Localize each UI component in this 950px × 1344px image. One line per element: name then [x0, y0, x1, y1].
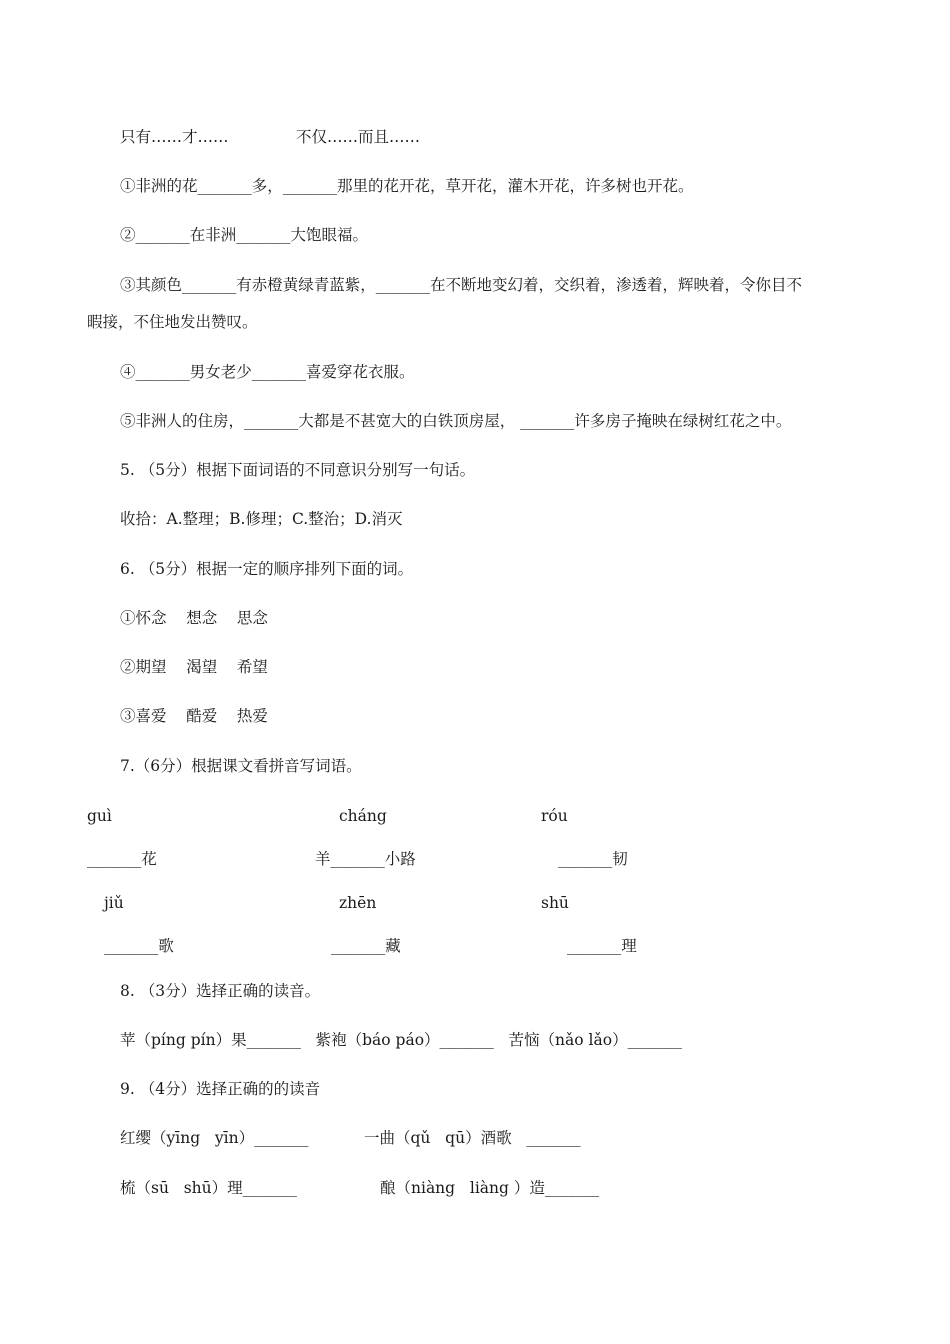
q6-title: 6. （5分）根据一定的顺序排列下面的词。 [120, 560, 414, 578]
q9-title: 9. （4分）选择正确的的读音 [120, 1080, 321, 1098]
q7-blank-1: _______花 [87, 850, 157, 868]
q4-item-1: ①非洲的花_______多，_______那里的花开花，草开花，灌木开花，许多树也开花。 [120, 177, 694, 195]
q9-line2-b: 酿（niàng liàng ）造_______ [380, 1179, 600, 1197]
q7-title: 7.（6分）根据课文看拼音写词语。 [120, 757, 362, 775]
q4-item-3-cont: 暇接，不住地发出赞叹。 [87, 313, 258, 331]
q8-title: 8. （3分）选择正确的读音。 [120, 982, 321, 1000]
q7-blank-2: 羊_______小路 [315, 850, 416, 868]
connector-b: 不仅……而且…… [296, 128, 421, 146]
q7-blank-6: _______理 [567, 937, 637, 955]
q7-blank-5: _______藏 [331, 937, 401, 955]
q9-line1-a: 红缨（yīng yīn）_______ [120, 1129, 309, 1147]
q7-pinyin-shu: shū [541, 894, 569, 912]
q7-blank-4: _______歌 [104, 937, 174, 955]
q7-pinyin-chang: cháng [339, 807, 387, 825]
q6-row-2: ②期望 渴望 希望 [120, 658, 268, 676]
q7-blank-3: _______韧 [558, 850, 628, 868]
q6-row-3: ③喜爱 酷爱 热爱 [120, 707, 268, 725]
q4-item-3: ③其颜色_______有赤橙黄绿青蓝紫，_______在不断地变幻着，交织着，渗透着，辉映着，令你目不 [120, 276, 803, 294]
q7-pinyin-zhen: zhēn [339, 894, 377, 912]
q6-row-1: ①怀念 想念 思念 [120, 609, 268, 627]
q4-item-5: ⑤非洲人的住房，_______大都是不甚宽大的白铁顶房屋， _______许多房子掩映在绿树红花之中。 [120, 412, 792, 430]
q5-title: 5. （5分）根据下面词语的不同意识分别写一句话。 [120, 461, 476, 479]
q9-line1-b: 一曲（qǔ qū）酒歌 _______ [364, 1129, 581, 1147]
q4-item-2: ②_______在非洲_______大饱眼福。 [120, 226, 369, 244]
q7-pinyin-jiu: jiǔ [104, 894, 124, 912]
q4-item-4: ④_______男女老少_______喜爱穿花衣服。 [120, 363, 415, 381]
q5-content: 收拾：A.整理；B.修理；C.整治；D.消灭 [120, 510, 403, 528]
connector-a: 只有……才…… [120, 128, 229, 146]
q7-pinyin-rou: róu [541, 807, 568, 825]
q7-pinyin-gui: guì [87, 807, 112, 825]
q8-content: 苹（píng pín）果_______ 紫袍（báo páo）_______ 苦恼（nǎo lǎo）_______ [120, 1031, 682, 1049]
q9-line2-a: 梳（sū shū）理_______ [120, 1179, 297, 1197]
